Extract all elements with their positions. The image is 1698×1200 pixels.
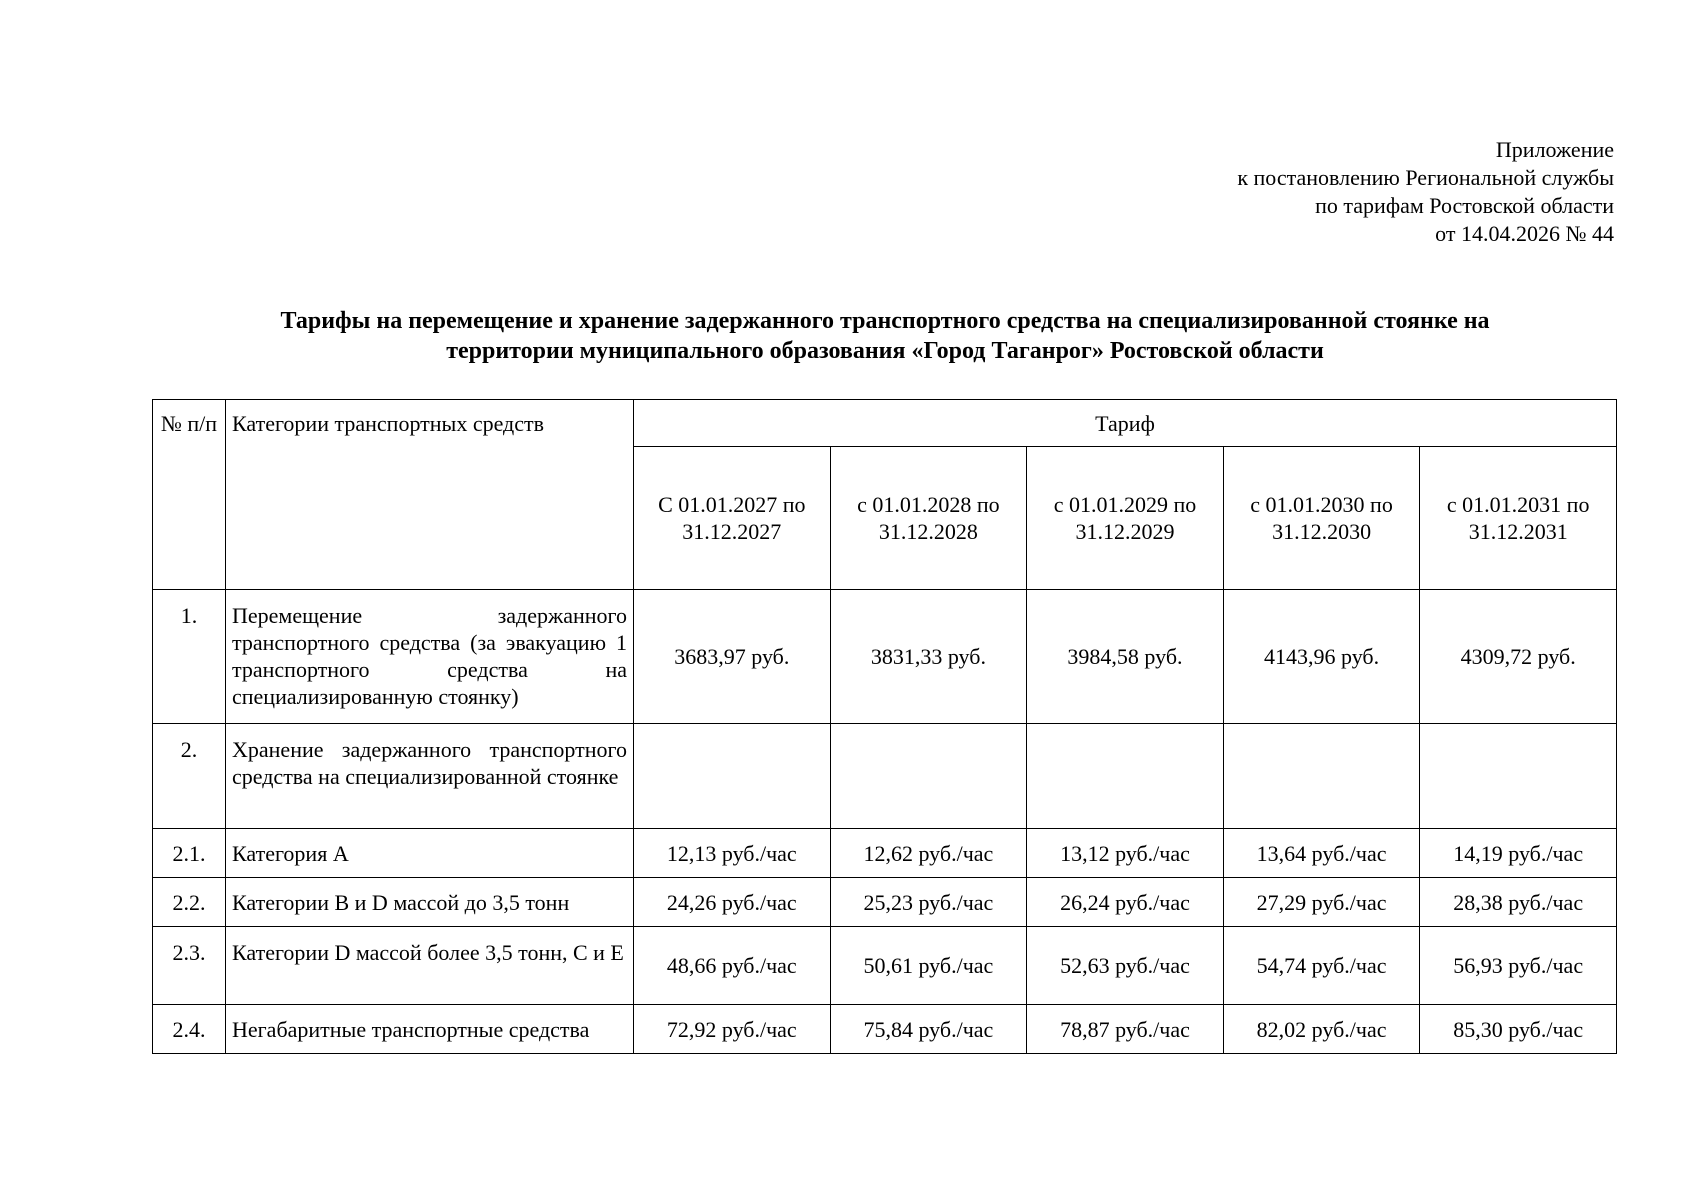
row-number: 2.2.	[153, 878, 226, 927]
row-category: Категории D массой более 3,5 тонн, С и Е	[226, 927, 634, 1005]
row-value: 12,62 руб./час	[830, 829, 1027, 878]
row-value: 75,84 руб./час	[830, 1005, 1027, 1054]
row-value: 50,61 руб./час	[830, 927, 1027, 1005]
row-value: 3683,97 руб.	[634, 590, 831, 724]
appendix-line: по тарифам Ростовской области	[1315, 193, 1614, 218]
row-category: Хранение задержанного транспортного средства на специализированной стоянке	[226, 724, 634, 829]
row-value: 25,23 руб./час	[830, 878, 1027, 927]
header-period: С 01.01.2027 по 31.12.2027	[634, 447, 831, 590]
row-value: 14,19 руб./час	[1420, 829, 1617, 878]
row-value: 3984,58 руб.	[1027, 590, 1224, 724]
header-period: с 01.01.2031 по 31.12.2031	[1420, 447, 1617, 590]
row-value: 85,30 руб./час	[1420, 1005, 1617, 1054]
row-value: 4309,72 руб.	[1420, 590, 1617, 724]
row-value: 4143,96 руб.	[1223, 590, 1420, 724]
row-value: 27,29 руб./час	[1223, 878, 1420, 927]
row-value: 82,02 руб./час	[1223, 1005, 1420, 1054]
document-title	[150, 306, 1620, 366]
header-number: № п/п	[153, 400, 226, 590]
row-category: Категории В и D массой до 3,5 тонн	[226, 878, 634, 927]
header-tariff: Тариф	[634, 400, 1617, 447]
row-value: 28,38 руб./час	[1420, 878, 1617, 927]
table-row	[153, 724, 1617, 829]
row-value	[1420, 724, 1617, 829]
title-line: Тарифы на перемещение и хранение задержанного транспортного средства на специализированной стоянке на	[280, 308, 1490, 334]
table-row	[153, 829, 1617, 878]
tariff-table	[152, 399, 1617, 1054]
row-value: 3831,33 руб.	[830, 590, 1027, 724]
row-value: 13,64 руб./час	[1223, 829, 1420, 878]
table-row	[153, 590, 1617, 724]
appendix-line: к постановлению Региональной службы	[1237, 165, 1614, 190]
row-value	[1223, 724, 1420, 829]
row-value: 54,74 руб./час	[1223, 927, 1420, 1005]
row-value: 13,12 руб./час	[1027, 829, 1224, 878]
row-value	[634, 724, 831, 829]
row-value: 12,13 руб./час	[634, 829, 831, 878]
row-value: 24,26 руб./час	[634, 878, 831, 927]
row-value: 48,66 руб./час	[634, 927, 831, 1005]
row-number: 1.	[153, 590, 226, 724]
row-value: 52,63 руб./час	[1027, 927, 1224, 1005]
row-value: 26,24 руб./час	[1027, 878, 1224, 927]
row-category: Негабаритные транспортные средства	[226, 1005, 634, 1054]
row-value: 72,92 руб./час	[634, 1005, 831, 1054]
row-value: 78,87 руб./час	[1027, 1005, 1224, 1054]
row-number: 2.3.	[153, 927, 226, 1005]
row-number: 2.1.	[153, 829, 226, 878]
row-number: 2.4.	[153, 1005, 226, 1054]
table-row	[153, 878, 1617, 927]
row-number: 2.	[153, 724, 226, 829]
table-row	[153, 1005, 1617, 1054]
header-period: с 01.01.2029 по 31.12.2029	[1027, 447, 1224, 590]
row-value	[830, 724, 1027, 829]
title-line: территории муниципального образования «Город Таганрог» Ростовской области	[446, 338, 1324, 364]
header-period: с 01.01.2030 по 31.12.2030	[1223, 447, 1420, 590]
row-category: Перемещение задержанного транспортного средства (за эвакуацию 1 транспортного средства на специализированную стоянку)	[226, 590, 634, 724]
table-row	[153, 927, 1617, 1005]
row-category: Категория А	[226, 829, 634, 878]
appendix-date-number: от 14.04.2026 № 44	[1435, 221, 1614, 246]
row-value: 56,93 руб./час	[1420, 927, 1617, 1005]
header-category: Категории транспортных средств	[226, 400, 634, 590]
appendix-block	[1237, 136, 1614, 248]
row-value	[1027, 724, 1224, 829]
header-period: с 01.01.2028 по 31.12.2028	[830, 447, 1027, 590]
appendix-line: Приложение	[1495, 137, 1614, 162]
table-header-row	[153, 400, 1617, 447]
